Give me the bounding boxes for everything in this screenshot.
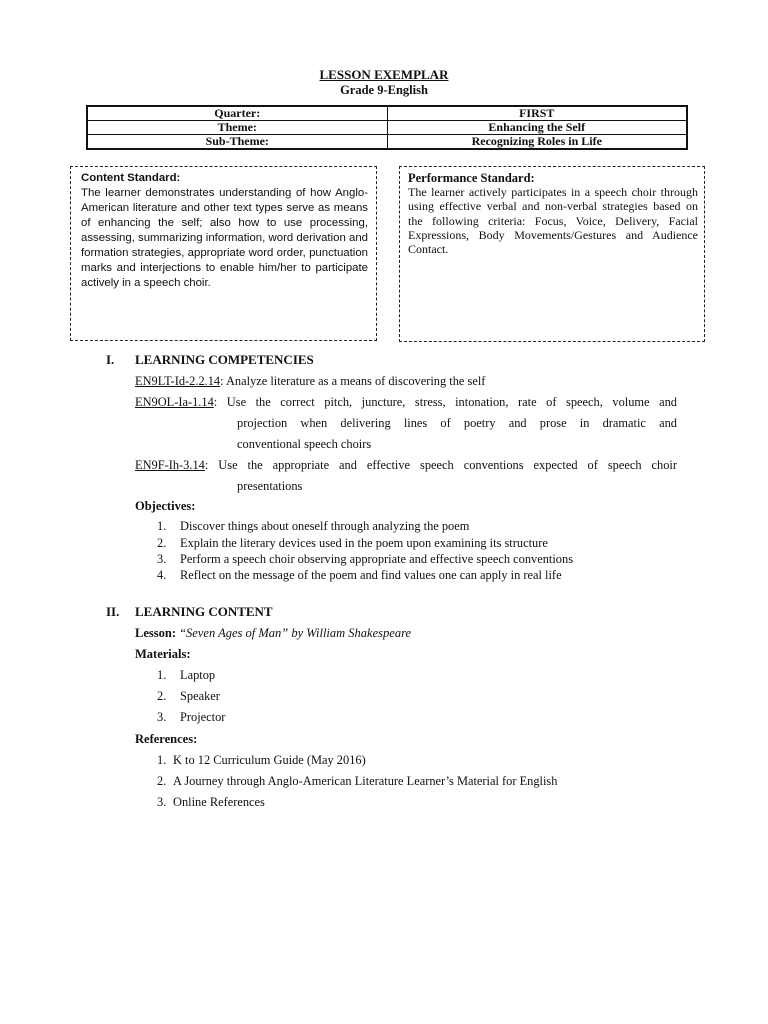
competency-text: : Analyze literature as a means of discovering the self	[220, 374, 486, 388]
competency-code: EN9LT-Id-2.2.14	[135, 374, 221, 388]
lesson-line	[135, 626, 411, 641]
lesson-exemplar-page: LESSON EXEMPLAR Grade 9-English Quarter: FIRST Theme: Enhancing the Self Sub-Theme: Recognizing Roles in Life Content Standard: The learner demonstrates understanding of how Anglo-American literature and other text types serve as means of enhancing the self; also how to use processing, assessing, summarizing information, word derivation and formation strategies, appropriate word order, punctuation marks and interjections to enable him/her to participate actively in a speech choir. Performance Standard: The learner actively participates in a speech choir through using effective verbal and non-verbal strategies based on the following criteria: Focus, Voice, Delivery, Facial Expressions, Body Movements/Gestures and Audience Contact. I. LEARNING COMPETENCIES EN9LT-Id-2.2.14: Analyze literature as a means of discovering the self EN9OL-Ia-1.14 : Use the correct pitch, juncture, stress, intonation, rate of speech, volume and projection when delivering lines of poetry and prose in dramatic and conventional speech choirs EN9F-Ih-3.14 : Use the appropriate and effective speech conventions expected of speech choir presentations Objectives: 1. Discover things about oneself through analyzing the poem 2. Explain the literary devices used in the poem upon examining its structure 3. Perform a speech choir observing appropriate and effective speech conventions 4. Reflect on the message of the poem and find values one can apply in real life II. LEARNING CONTENT Lesson: “Seven Ages of Man” by William Shakespeare Materials: 1. Laptop 2. Speaker 3. Projector References: 1. K to 12 Curriculum Guide (May 2016) 2. A Journey through Anglo-American Literature Learner’s Material for English 3. Online References	[0, 0, 768, 1024]
info-table	[86, 105, 688, 150]
lesson-title: “Seven Ages of Man” by William Shakespeare	[179, 626, 412, 640]
content-standard-heading: Content Standard:	[81, 172, 181, 184]
section-title: LEARNING CONTENT	[135, 604, 273, 619]
performance-standard-text: The learner actively participates in a speech choir through using effective verbal and non-verbal strategies based on the following criteria: Focus, Voice, Delivery, Facial Expressions, Body Movements/Gestures and Audience Contact.	[408, 185, 698, 257]
competency-2	[135, 395, 677, 410]
table-row	[87, 135, 687, 150]
competency-text: : Use the appropriate and effective speech conventions expected of speech choir	[204, 458, 677, 472]
sub-theme-label: Sub-Theme:	[87, 135, 387, 150]
section-title: LEARNING COMPETENCIES	[135, 352, 314, 367]
table-row	[87, 121, 687, 135]
theme-value: Enhancing the Self	[387, 121, 687, 135]
materials-label: Materials:	[135, 647, 191, 661]
content-standard-box	[70, 166, 377, 341]
references-label: References:	[135, 732, 198, 746]
competency-3	[135, 458, 677, 473]
performance-standard-box	[399, 166, 705, 342]
competency-code: EN9F-Ih-3.14	[135, 458, 205, 472]
document-title: LESSON EXEMPLAR	[319, 67, 449, 82]
performance-standard-heading: Performance Standard:	[408, 171, 535, 185]
document-subtitle: Grade 9-English	[340, 83, 428, 97]
competency-1	[135, 374, 485, 389]
theme-label: Theme:	[87, 121, 387, 135]
quarter-label: Quarter:	[87, 106, 387, 121]
competency-text: : Use the correct pitch, juncture, stress, intonation, rate of speech, volume and	[213, 395, 677, 409]
content-standard-text: The learner demonstrates understanding of how Anglo-American literature and other text types serve as means of enhancing the self; also how to use processing, assessing, summarizing information, word derivation and formation strategies, appropriate word order, punctuation marks and interjections to enable him/her to participate actively in a speech choir.	[81, 187, 368, 289]
section-number: I.	[106, 352, 115, 367]
quarter-value: FIRST	[387, 106, 687, 121]
competency-3-cont: presentations	[237, 479, 303, 493]
competency-2-cont: conventional speech choirs	[237, 437, 372, 451]
section-number: II.	[106, 604, 120, 619]
table-row	[87, 106, 687, 121]
competency-2-cont: projection when delivering lines of poetry and prose in dramatic and	[237, 416, 677, 430]
objectives-label: Objectives:	[135, 499, 196, 513]
lesson-label: Lesson:	[135, 626, 176, 640]
competency-code: EN9OL-Ia-1.14	[135, 395, 214, 409]
sub-theme-value: Recognizing Roles in Life	[387, 135, 687, 150]
